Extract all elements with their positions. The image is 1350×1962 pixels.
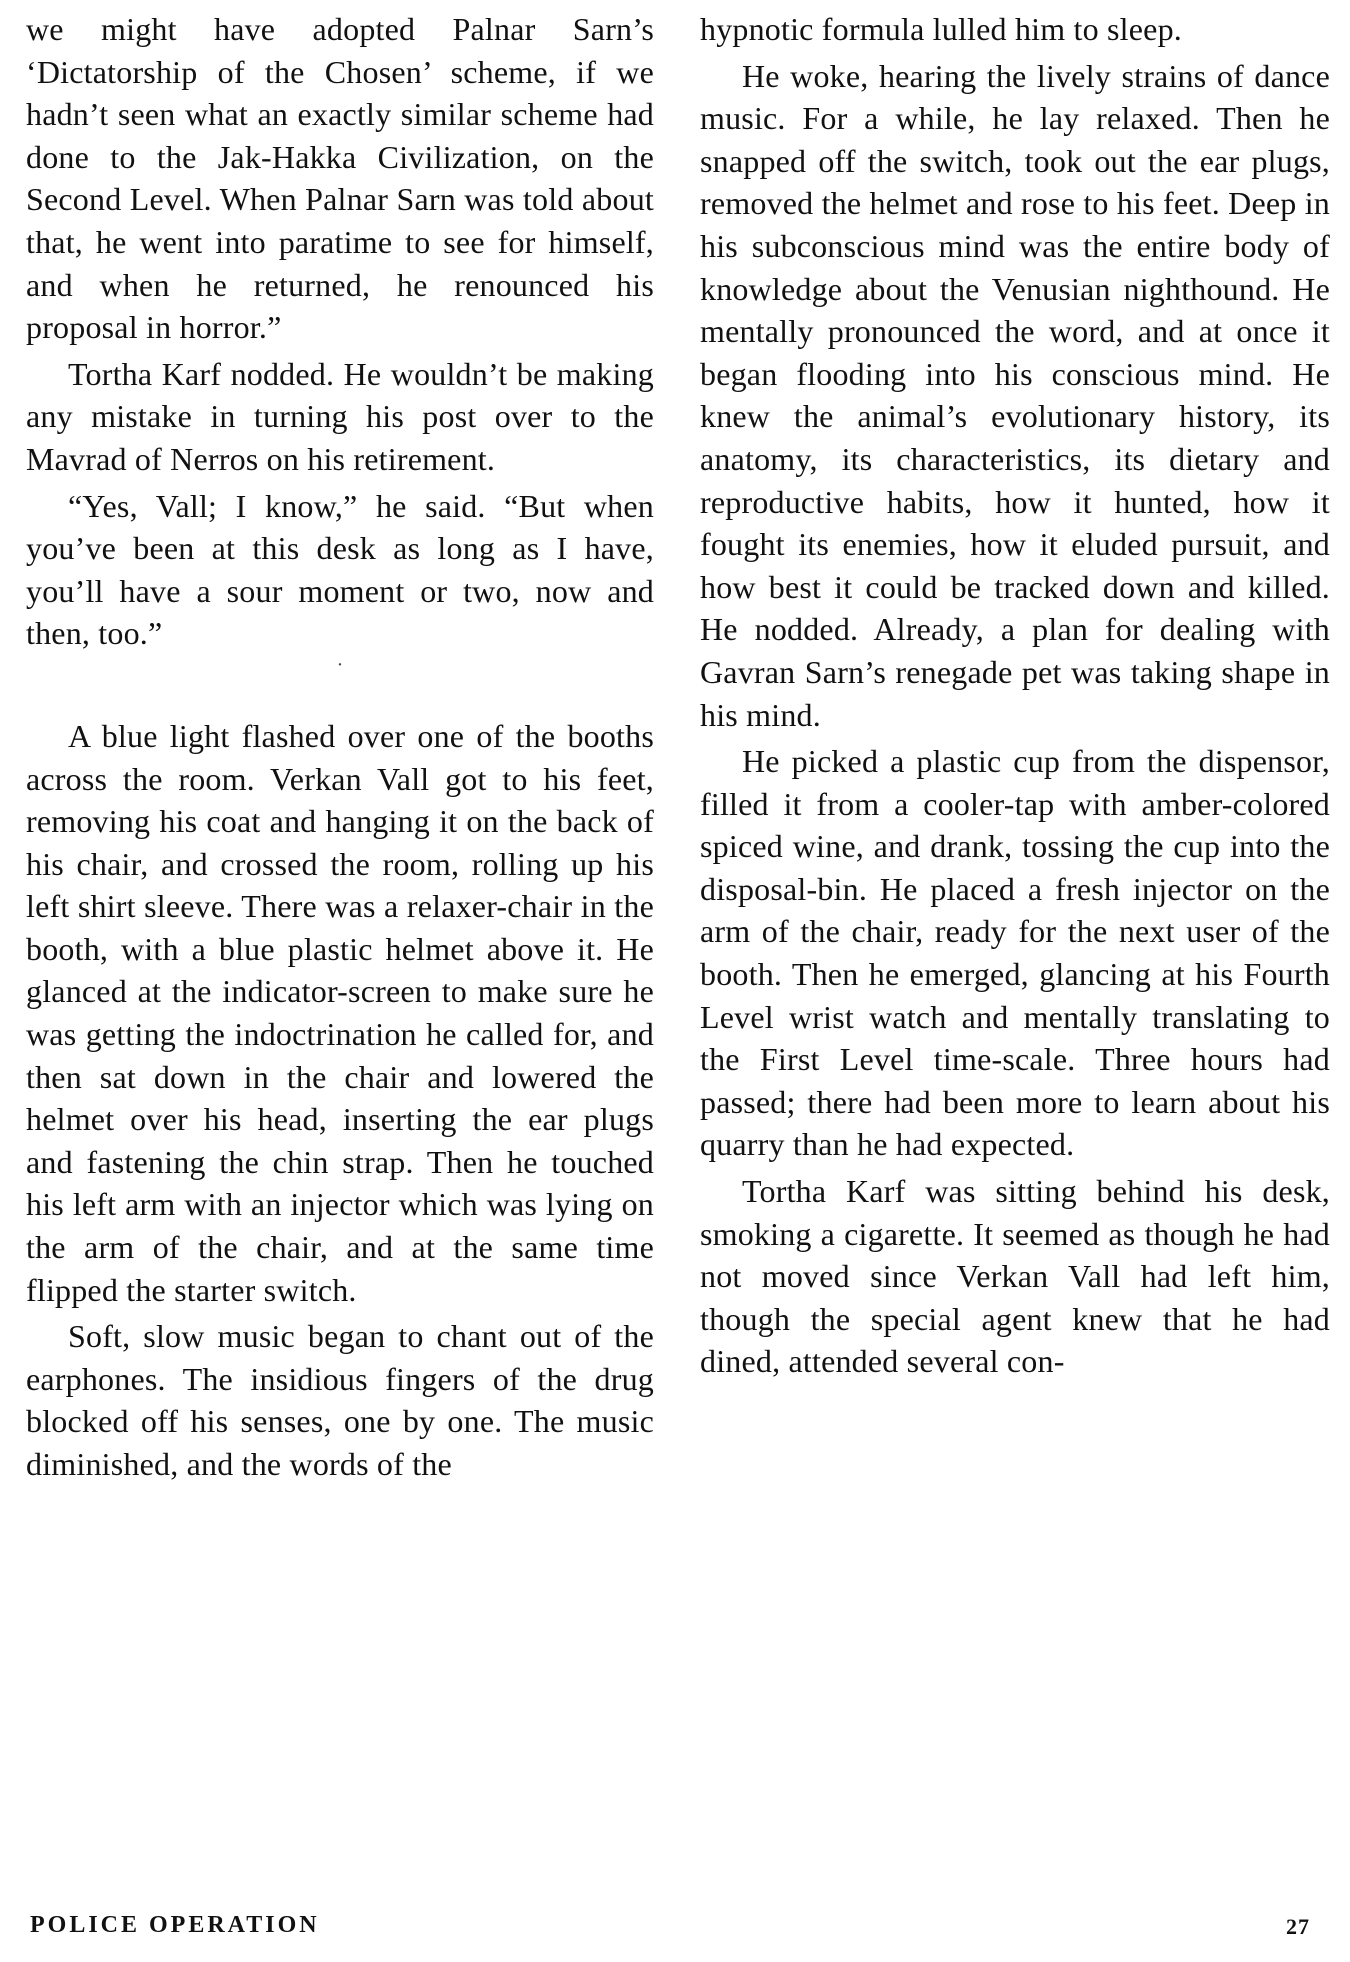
paragraph: He woke, hearing the lively strains of dance music. For a while, he lay relaxed. Then he snapped off the switch, took out the ear plugs, removed the helmet and rose to his feet. Deep in his subconscious mind was the entire body of knowledge about the Venusian nighthound. He mentally pronounced the word, and at once it began flooding into his conscious mind. He knew the animal’s evolutionary history, its anatomy, its characteristics, its dietary and reproductive habits, how it hunted, how it fought its enemies, how it eluded pursuit, and how best it could be tracked down and killed. He nodded. Already, a plan for dealing with Gavran Sarn’s renegade pet was taking shape in his mind. <box>700 57 1330 733</box>
section-break: · <box>336 653 344 676</box>
paragraph: A blue light flashed over one of the booths across the room. Verkan Vall got to his feet, removing his coat and hanging it on the back of his chair, and crossed the room, rolling up his left shirt sleeve. There was a relaxer-chair in the booth, with a blue plastic helmet above it. He glanced at the indicator-screen to make sure he was getting the indoctrination he called for, and then sat down in the chair and lowered the helmet over his head, inserting the ear plugs and fastening the chin strap. Then he touched his left arm with an injector which was lying on the arm of the chair, and at the same time flipped the starter switch. <box>26 717 654 1308</box>
paragraph: “Yes, Vall; I know,” he said. “But when you’ve been at this desk as long as I have, you’ll have a sour moment or two, now and then, too.” <box>26 487 654 652</box>
paragraph: He picked a plastic cup from the dispensor, filled it from a cooler-tap with amber-colored spiced wine, and drank, tossing the cup into the disposal-bin. He placed a fresh injector on the arm of the chair, ready for the next user of the booth. Then he emerged, glancing at his Fourth Level wrist watch and mentally translating to the First Level time-scale. Three hours had passed; there had been more to learn about his quarry than he had expected. <box>700 743 1330 1163</box>
running-title: POLICE OPERATION <box>30 1912 320 1938</box>
paragraph: hypnotic formula lulled him to sleep. <box>700 11 1182 47</box>
paragraph: Tortha Karf was sitting behind his desk, smoking a cigarette. It seemed as though he had not moved since Verkan Vall had left him, though the special agent knew that he had dined, attended several con- <box>700 1173 1330 1380</box>
paragraph: we might have adopted Palnar Sarn’s ‘Dictatorship of the Chosen’ scheme, if we hadn’t seen what an exactly similar scheme had done to the Jak-Hakka Civilization, on the Second Level. When Palnar Sarn was told about that, he went into paratime to see for himself, and when he returned, he renounced his proposal in horror.” <box>26 11 654 346</box>
right-column <box>700 8 1330 1383</box>
page-number: 27 <box>1286 1914 1310 1939</box>
page-footer <box>30 1908 1310 1948</box>
paragraph: Tortha Karf nodded. He wouldn’t be making any mistake in turning his post over to the Mavrad of Nerros on his retirement. <box>26 355 654 477</box>
left-column <box>26 8 654 1486</box>
paragraph: Soft, slow music began to chant out of the earphones. The insidious fingers of the drug blocked off his senses, one by one. The music diminished, and the words of the <box>26 1318 654 1482</box>
